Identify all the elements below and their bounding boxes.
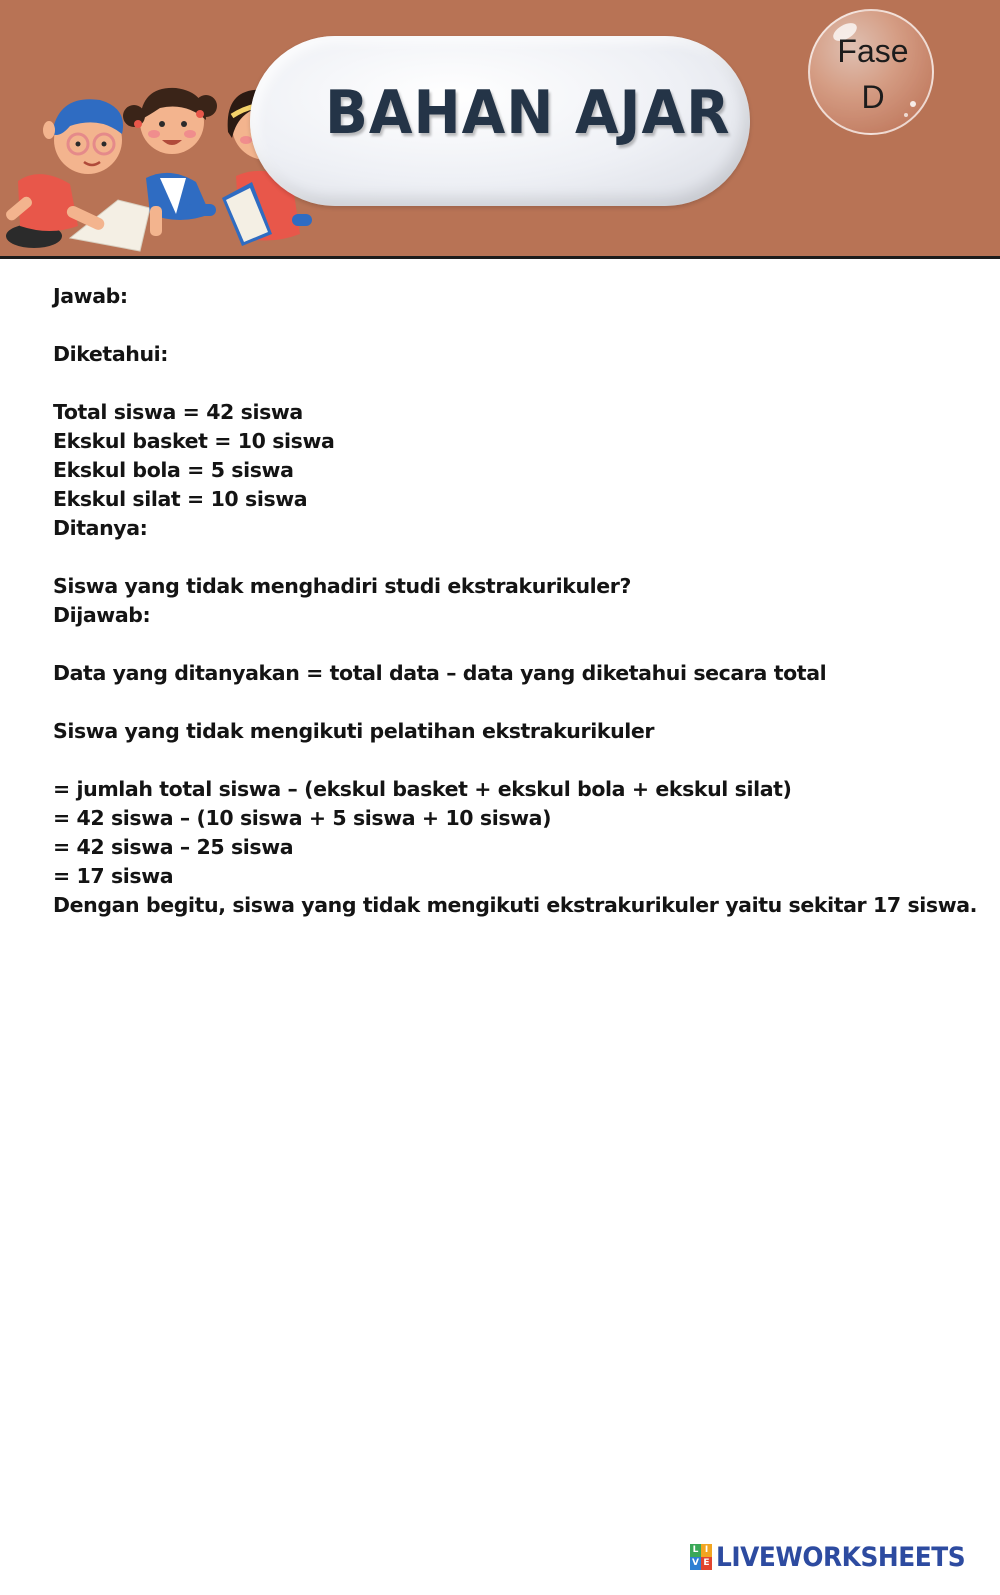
known-total-students: Total siswa = 42 siswa [53,400,303,424]
liveworksheets-logo-text: LIVEWORKSHEETS [716,1541,966,1573]
solution-subject: Siswa yang tidak mengikuti pelatihan ekstrakurikuler [53,719,655,743]
known-silat: Ekskul silat = 10 siswa [53,487,308,511]
formula-line: Data yang ditanyakan = total data – data yang diketahui secara total [53,661,827,685]
calc-result: = 17 siswa [53,864,174,888]
header-banner [0,0,1000,259]
known-football: Ekskul bola = 5 siswa [53,458,294,482]
asked-heading: Ditanya: [53,516,148,540]
answer-heading: Jawab: [53,284,128,308]
known-basketball: Ekskul basket = 10 siswa [53,429,335,453]
logo-letter: I [701,1544,712,1557]
logo-letter: V [690,1557,701,1570]
asked-question: Siswa yang tidak menghadiri studi ekstrakurikuler? [53,574,631,598]
page-title: BAHAN AJAR [325,78,731,148]
fase-badge [808,9,934,135]
liveworksheets-logo [690,1540,987,1574]
fase-label: Fase [837,33,909,69]
conclusion: Dengan begitu, siswa yang tidak mengikuti ekstrakurikuler yaitu sekitar 17 siswa. [53,893,978,917]
logo-letter: E [701,1557,712,1570]
liveworksheets-logo-icon [690,1544,712,1570]
fase-value: D [861,79,885,115]
calc-step-2: = 42 siswa – (10 siswa + 5 siswa + 10 siswa) [53,806,552,830]
logo-letter: L [690,1544,701,1557]
calc-step-3: = 42 siswa – 25 siswa [53,835,294,859]
known-heading: Diketahui: [53,342,169,366]
solution-heading: Dijawab: [53,603,151,627]
calc-step-1: = jumlah total siswa – (ekskul basket + ekskul bola + ekskul silat) [53,777,792,801]
